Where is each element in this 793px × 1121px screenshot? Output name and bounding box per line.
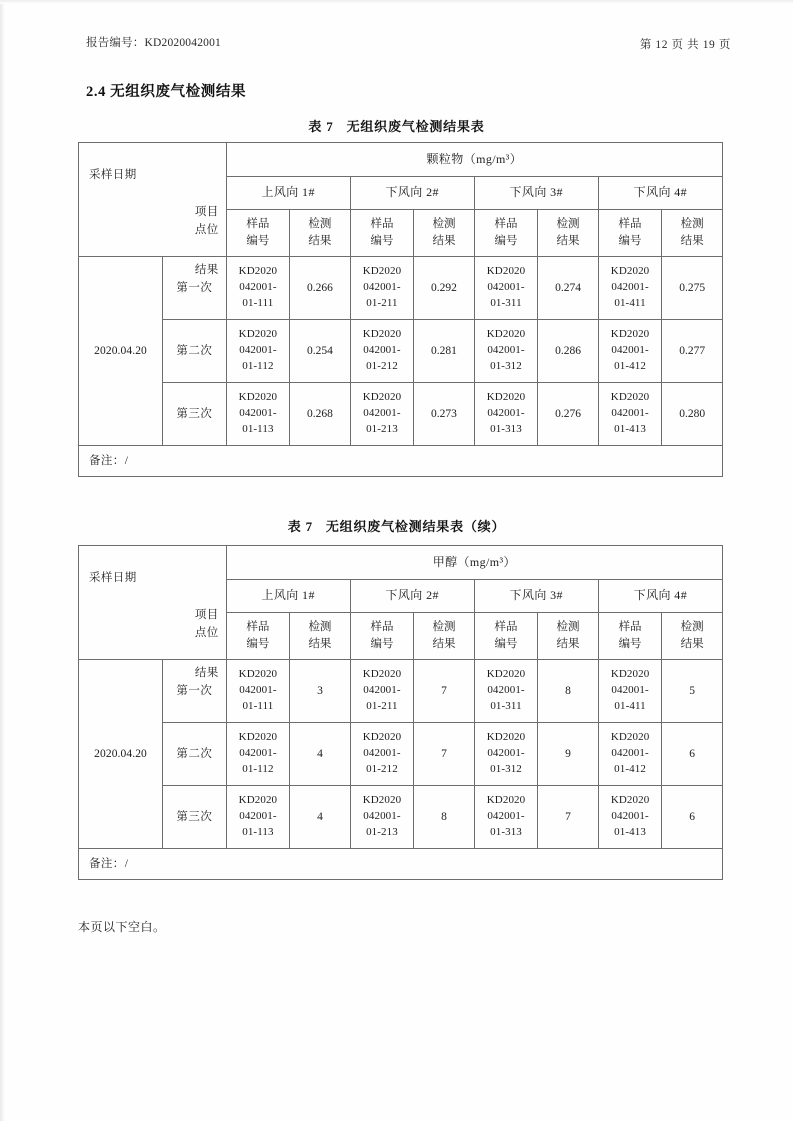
table2-sample-id-0-3: KD2020 042001- 01-411 — [598, 660, 662, 723]
table1-note: 备注：/ — [79, 446, 723, 477]
corner-label-date: 采样日期 — [89, 168, 137, 181]
corner-label-result: 结果 — [194, 263, 219, 276]
table1-result-0-2: 0.274 — [538, 257, 598, 320]
table2-result-1-1: 7 — [414, 723, 474, 786]
table2-result-header-2: 检测 结果 — [414, 613, 474, 660]
table2-result-1-3: 6 — [662, 723, 723, 786]
table2-sample-id-1-2: KD2020 042001- 01-312 — [474, 723, 538, 786]
table2-caption-prefix: 表 7 — [287, 519, 313, 534]
table2-result-0-3: 5 — [662, 660, 723, 723]
scan-edge-top — [0, 0, 793, 4]
report-number: 报告编号：KD2020042001 — [86, 37, 222, 49]
scan-edge-left — [0, 0, 5, 1121]
table1-result-header-3: 检测 结果 — [538, 210, 598, 257]
table2-point-header-1: 上风向 1# — [226, 580, 350, 613]
table2-note-row — [79, 849, 723, 880]
table1-result-0-3: 0.275 — [662, 257, 723, 320]
table2-result-header-4: 检测 结果 — [662, 613, 723, 660]
corner-label-item: 项目 — [194, 205, 219, 218]
table1-sample-id-1-3: KD2020 042001- 01-412 — [598, 320, 662, 383]
table2-result-0-2: 8 — [538, 660, 598, 723]
corner-label-item: 项目 — [194, 608, 219, 621]
table2-result-header-3: 检测 结果 — [538, 613, 598, 660]
table2-result-header-1: 检测 结果 — [290, 613, 350, 660]
table1-result-2-1: 0.273 — [414, 383, 474, 446]
table1-sample-no-header-2: 样品 编号 — [350, 210, 414, 257]
table2-sample-id-2-3: KD2020 042001- 01-413 — [598, 786, 662, 849]
table2-sample-no-header-4: 样品 编号 — [598, 613, 662, 660]
table2-caption — [0, 516, 793, 535]
corner-label-point: 点位 — [194, 626, 219, 639]
table-row — [79, 383, 723, 446]
table2-caption-title: 无组织废气检测结果表（续） — [325, 519, 506, 534]
table2-frequency-0: 第一次 — [163, 660, 227, 723]
table2-sample-id-1-3: KD2020 042001- 01-412 — [598, 723, 662, 786]
table1-result-1-0: 0.254 — [290, 320, 350, 383]
table1-frequency-1: 第二次 — [163, 320, 227, 383]
table1-sample-id-2-1: KD2020 042001- 01-213 — [350, 383, 414, 446]
particulate-results-table — [78, 142, 723, 477]
table-row — [79, 257, 723, 320]
table2-sample-id-0-2: KD2020 042001- 01-311 — [474, 660, 538, 723]
table1-result-header-4: 检测 结果 — [662, 210, 723, 257]
table-row — [79, 320, 723, 383]
table1-result-0-1: 0.292 — [414, 257, 474, 320]
table2-result-1-0: 4 — [290, 723, 350, 786]
table2-frequency-2: 第三次 — [163, 786, 227, 849]
table1-note-row — [79, 446, 723, 477]
table2-point-header-4: 下风向 4# — [598, 580, 722, 613]
table2-sample-no-header-2: 样品 编号 — [350, 613, 414, 660]
table2-sample-no-header-1: 样品 编号 — [226, 613, 290, 660]
corner-label-result: 结果 — [194, 666, 219, 679]
table2-result-2-2: 7 — [538, 786, 598, 849]
table2-result-0-0: 3 — [290, 660, 350, 723]
table2-sample-id-0-1: KD2020 042001- 01-211 — [350, 660, 414, 723]
table1-frequency-2: 第三次 — [163, 383, 227, 446]
page-indicator: 第 12 页 共 19 页 — [639, 39, 731, 51]
table2-result-0-1: 7 — [414, 660, 474, 723]
table1-sample-id-2-0: KD2020 042001- 01-113 — [226, 383, 290, 446]
table1-caption-prefix: 表 7 — [308, 119, 334, 134]
table1-sample-id-2-3: KD2020 042001- 01-413 — [598, 383, 662, 446]
table1-caption-title: 无组织废气检测结果表 — [346, 119, 485, 134]
table1-caption — [0, 116, 793, 135]
document-header — [0, 34, 793, 54]
table-row — [79, 660, 723, 723]
table1-point-header-3: 下风向 3# — [474, 177, 598, 210]
table2-result-1-2: 9 — [538, 723, 598, 786]
table1-sample-id-1-1: KD2020 042001- 01-212 — [350, 320, 414, 383]
corner-label-point: 点位 — [194, 223, 219, 236]
table1-sample-id-0-2: KD2020 042001- 01-311 — [474, 257, 538, 320]
table1-point-header-1: 上风向 1# — [226, 177, 350, 210]
table1-result-2-0: 0.268 — [290, 383, 350, 446]
table1-sample-no-header-4: 样品 编号 — [598, 210, 662, 257]
table-row — [79, 786, 723, 849]
table1-result-0-0: 0.266 — [290, 257, 350, 320]
table2-point-header-2: 下风向 2# — [350, 580, 474, 613]
table2-sample-id-1-1: KD2020 042001- 01-212 — [350, 723, 414, 786]
table1-result-header-1: 检测 结果 — [290, 210, 350, 257]
table2-sample-id-2-0: KD2020 042001- 01-113 — [226, 786, 290, 849]
table1-sample-id-1-2: KD2020 042001- 01-312 — [474, 320, 538, 383]
table2-result-2-0: 4 — [290, 786, 350, 849]
table1-result-1-1: 0.281 — [414, 320, 474, 383]
table2-sample-id-2-1: KD2020 042001- 01-213 — [350, 786, 414, 849]
table1-sample-id-1-0: KD2020 042001- 01-112 — [226, 320, 290, 383]
table1-sample-id-0-0: KD2020 042001- 01-111 — [226, 257, 290, 320]
table1-parameter-header: 颗粒物（mg/m³） — [226, 143, 722, 177]
table2-sampling-date: 2020.04.20 — [79, 660, 163, 849]
table1-result-2-3: 0.280 — [662, 383, 723, 446]
table2-sample-id-2-2: KD2020 042001- 01-313 — [474, 786, 538, 849]
table1-frequency-0: 第一次 — [163, 257, 227, 320]
table1-result-2-2: 0.276 — [538, 383, 598, 446]
table2-result-2-3: 6 — [662, 786, 723, 849]
table2-sample-id-0-0: KD2020 042001- 01-111 — [226, 660, 290, 723]
table2-sample-id-1-0: KD2020 042001- 01-112 — [226, 723, 290, 786]
methanol-results-table — [78, 545, 723, 880]
table1-point-header-4: 下风向 4# — [598, 177, 722, 210]
table1-result-1-3: 0.277 — [662, 320, 723, 383]
table1-sampling-date: 2020.04.20 — [79, 257, 163, 446]
section-heading: 2.4 无组织废气检测结果 — [86, 84, 247, 100]
page-blank-note: 本页以下空白。 — [78, 920, 166, 934]
table1-sample-id-0-3: KD2020 042001- 01-411 — [598, 257, 662, 320]
table1-point-header-2: 下风向 2# — [350, 177, 474, 210]
table2-frequency-1: 第二次 — [163, 723, 227, 786]
table2-point-header-3: 下风向 3# — [474, 580, 598, 613]
table2-parameter-header: 甲醇（mg/m³） — [226, 546, 722, 580]
table1-sample-no-header-3: 样品 编号 — [474, 210, 538, 257]
table2-result-2-1: 8 — [414, 786, 474, 849]
table1-corner-header — [79, 143, 227, 276]
table1-sample-no-header-1: 样品 编号 — [226, 210, 290, 257]
table2-corner-header — [79, 546, 227, 679]
table2-note: 备注：/ — [79, 849, 723, 880]
table1-sample-id-0-1: KD2020 042001- 01-211 — [350, 257, 414, 320]
table1-result-header-2: 检测 结果 — [414, 210, 474, 257]
table1-sample-id-2-2: KD2020 042001- 01-313 — [474, 383, 538, 446]
table2-sample-no-header-3: 样品 编号 — [474, 613, 538, 660]
table1-result-1-2: 0.286 — [538, 320, 598, 383]
corner-label-date: 采样日期 — [89, 571, 137, 584]
table-row — [79, 723, 723, 786]
